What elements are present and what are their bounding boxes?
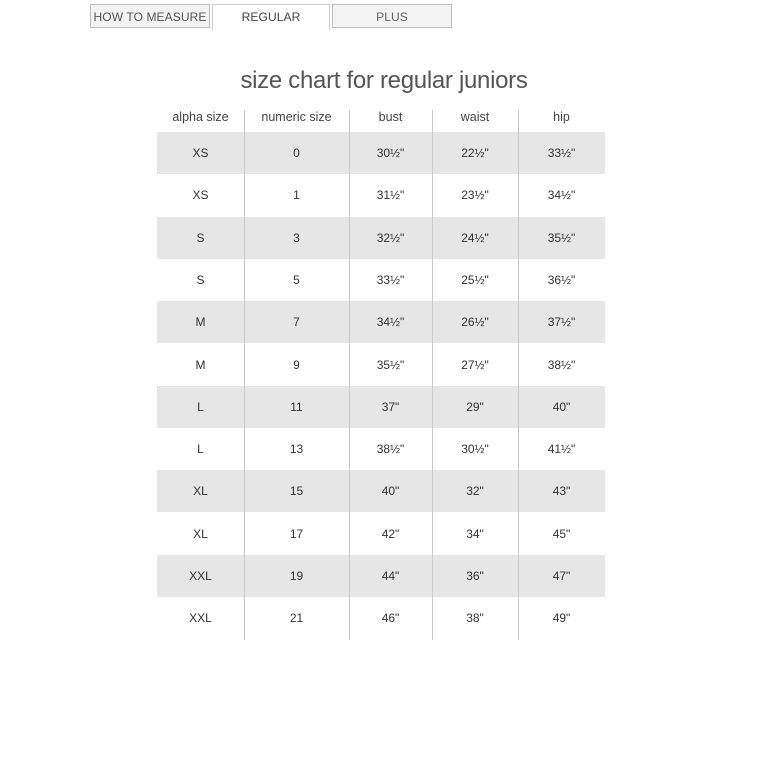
cell-waist: 30½" xyxy=(461,442,489,457)
table-row xyxy=(157,597,605,639)
column-divider xyxy=(432,110,433,640)
cell-hip: 33½" xyxy=(547,146,576,160)
cell-hip: 45" xyxy=(552,526,571,541)
cell-numeric: 3 xyxy=(293,230,300,245)
cell-bust: 30½" xyxy=(376,146,405,160)
table-row xyxy=(157,470,605,512)
cell-alpha: S xyxy=(196,230,205,245)
cell-waist: 26½" xyxy=(461,315,489,330)
cell-alpha: M xyxy=(195,315,206,330)
column-divider xyxy=(244,110,245,640)
table-row xyxy=(157,386,605,428)
cell-bust: 31½" xyxy=(376,188,405,203)
column-divider xyxy=(518,110,519,640)
page-title: size chart for regular juniors xyxy=(240,67,528,94)
cell-waist: 22½" xyxy=(461,146,489,160)
cell-alpha: XL xyxy=(193,484,208,499)
cell-alpha: M xyxy=(195,357,206,372)
cell-alpha: XS xyxy=(192,188,209,203)
cell-numeric: 11 xyxy=(290,399,303,414)
cell-bust: 38½" xyxy=(376,442,405,457)
column-divider xyxy=(349,110,350,640)
cell-numeric: 0 xyxy=(293,146,300,160)
cell-waist: 32" xyxy=(466,484,484,499)
cell-waist: 38" xyxy=(466,611,484,626)
cell-hip: 40" xyxy=(552,399,571,414)
cell-hip: 35½" xyxy=(547,230,576,245)
cell-bust: 35½" xyxy=(376,357,405,372)
cell-waist: 24½" xyxy=(461,230,489,245)
cell-bust: 32½" xyxy=(376,230,405,245)
cell-hip: 49" xyxy=(552,611,571,626)
table-row xyxy=(157,555,605,597)
cell-bust: 33½" xyxy=(376,272,405,287)
cell-alpha: L xyxy=(197,442,204,457)
cell-waist: 34" xyxy=(466,526,484,541)
cell-hip: 34½" xyxy=(547,188,576,203)
cell-numeric: 13 xyxy=(289,442,304,457)
cell-hip: 36½" xyxy=(547,272,576,287)
header-numeric-size: numeric size xyxy=(261,110,332,124)
table-row xyxy=(157,344,605,386)
cell-bust: 42" xyxy=(381,526,400,541)
cell-alpha: XXL xyxy=(189,569,212,583)
cell-alpha: XXL xyxy=(189,611,212,626)
cell-waist: 29" xyxy=(466,399,484,414)
table-row xyxy=(157,259,605,301)
cell-hip: 38½" xyxy=(547,357,576,372)
cell-bust: 40" xyxy=(381,484,400,499)
cell-numeric: 9 xyxy=(293,357,300,372)
cell-bust: 37" xyxy=(381,399,400,414)
cell-alpha: XS xyxy=(192,146,209,160)
cell-waist: 36" xyxy=(466,569,484,583)
cell-numeric: 1 xyxy=(293,188,300,203)
tab-regular[interactable]: REGULAR xyxy=(212,4,330,30)
cell-waist: 23½" xyxy=(461,188,489,203)
header-hip: hip xyxy=(553,110,570,124)
cell-hip: 47" xyxy=(552,569,571,583)
cell-waist: 27½" xyxy=(461,357,489,372)
cell-waist: 25½" xyxy=(461,272,489,287)
table-row xyxy=(157,513,605,555)
header-alpha-size: alpha size xyxy=(172,110,229,124)
tab-how-to-measure[interactable]: HOW TO MEASURE xyxy=(90,4,210,28)
cell-numeric: 19 xyxy=(289,569,304,583)
header-bust: bust xyxy=(378,110,403,124)
cell-bust: 44" xyxy=(381,569,400,583)
cell-hip: 37½" xyxy=(547,315,576,330)
cell-hip: 41½" xyxy=(547,442,576,457)
table-row xyxy=(157,428,605,470)
table-row xyxy=(157,217,605,259)
cell-numeric: 21 xyxy=(289,611,304,626)
cell-numeric: 5 xyxy=(293,272,300,287)
cell-alpha: L xyxy=(197,399,204,414)
cell-numeric: 15 xyxy=(289,484,304,499)
cell-bust: 46" xyxy=(381,611,400,626)
cell-alpha: S xyxy=(196,272,205,287)
header-waist: waist xyxy=(460,110,490,124)
table-row xyxy=(157,301,605,343)
cell-alpha: XL xyxy=(193,526,208,541)
table-row xyxy=(157,132,605,174)
cell-hip: 43" xyxy=(552,484,571,499)
cell-numeric: 17 xyxy=(289,526,304,541)
tab-plus[interactable]: PLUS xyxy=(332,4,452,28)
table-row xyxy=(157,174,605,216)
cell-bust: 34½" xyxy=(376,315,405,330)
cell-numeric: 7 xyxy=(293,315,300,330)
